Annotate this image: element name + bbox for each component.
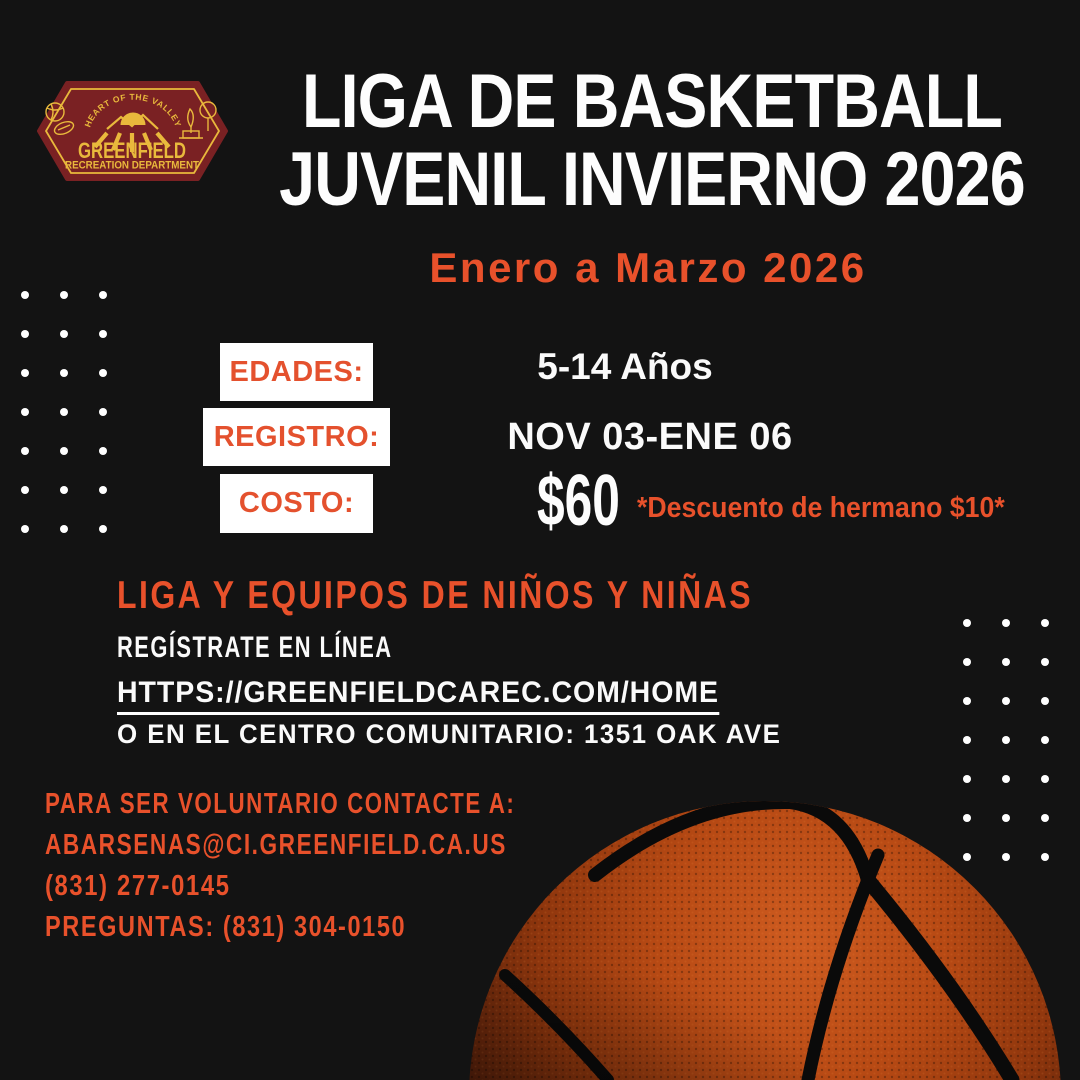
dot [1002, 814, 1010, 822]
costo-value: $60 [537, 461, 620, 541]
dot [963, 736, 971, 744]
dot [963, 658, 971, 666]
dot [21, 408, 29, 416]
dot [1041, 814, 1049, 822]
info-location-line: O EN EL CENTRO COMUNITARIO: 1351 OAK AVE [117, 719, 782, 749]
recreation-department-logo [37, 79, 228, 183]
dot [60, 291, 68, 299]
contact-questions: PREGUNTAS: (831) 304-0150 [45, 911, 407, 943]
dot [60, 369, 68, 377]
dot [21, 525, 29, 533]
dot [963, 853, 971, 861]
dot [99, 291, 107, 299]
logo-arc-text: HEART OF THE VALLEY [82, 91, 184, 129]
edades-value: 5-14 Años [537, 346, 713, 387]
dot [1002, 619, 1010, 627]
dot [60, 447, 68, 455]
registro-value: NOV 03-ENE 06 [507, 416, 793, 458]
dot [21, 447, 29, 455]
info-register-line: REGÍSTRATE EN LÍNEA [117, 631, 393, 664]
dot [99, 330, 107, 338]
dot [1041, 697, 1049, 705]
dot [1002, 853, 1010, 861]
dot [963, 775, 971, 783]
dot [1041, 736, 1049, 744]
dot [1041, 775, 1049, 783]
dot [60, 408, 68, 416]
dot [1041, 619, 1049, 627]
dot [21, 291, 29, 299]
dot [99, 369, 107, 377]
registro-label-box [203, 408, 390, 466]
info-url-link[interactable]: HTTPS://GREENFIELDCAREC.COM/HOME [117, 678, 719, 715]
logo-department: RECREATION DEPARTMENT [65, 159, 200, 172]
costo-label: COSTO: [238, 487, 355, 519]
dot [99, 486, 107, 494]
costo-label-box [220, 474, 373, 533]
costo-note: *Descuento de hermano $10* [637, 492, 1005, 524]
dot [1041, 853, 1049, 861]
dot [963, 619, 971, 627]
info-heading: LIGA Y EQUIPOS DE NIÑOS Y NIÑAS [117, 574, 754, 617]
dot [99, 525, 107, 533]
dot [21, 486, 29, 494]
edades-label: EDADES: [229, 355, 364, 388]
decorative-dots-left [21, 291, 107, 533]
contact-email: ABARSENAS@CI.GREENFIELD.CA.US [45, 829, 507, 861]
dot [60, 525, 68, 533]
dot [1002, 775, 1010, 783]
dot [1002, 658, 1010, 666]
dot [60, 486, 68, 494]
contact-heading: PARA SER VOLUNTARIO CONTACTE A: [45, 788, 516, 820]
subtitle: Enero a Marzo 2026 [429, 244, 867, 291]
dot [99, 408, 107, 416]
edades-label-box [220, 343, 373, 401]
registro-label: REGISTRO: [213, 420, 380, 453]
logo-name: GREENFIELD [78, 138, 186, 163]
dot [99, 447, 107, 455]
dot [21, 369, 29, 377]
dot [21, 330, 29, 338]
contact-phone: (831) 277-0145 [45, 870, 231, 902]
title-line-1: LIGA DE BASKETBALL [301, 59, 1003, 144]
title-line-2: JUVENIL INVIERNO 2026 [279, 137, 1025, 222]
dot [963, 814, 971, 822]
dot [1002, 736, 1010, 744]
dot [963, 697, 971, 705]
decorative-dots-right [963, 619, 1049, 861]
dot [1002, 697, 1010, 705]
dot [1041, 658, 1049, 666]
dot [60, 330, 68, 338]
